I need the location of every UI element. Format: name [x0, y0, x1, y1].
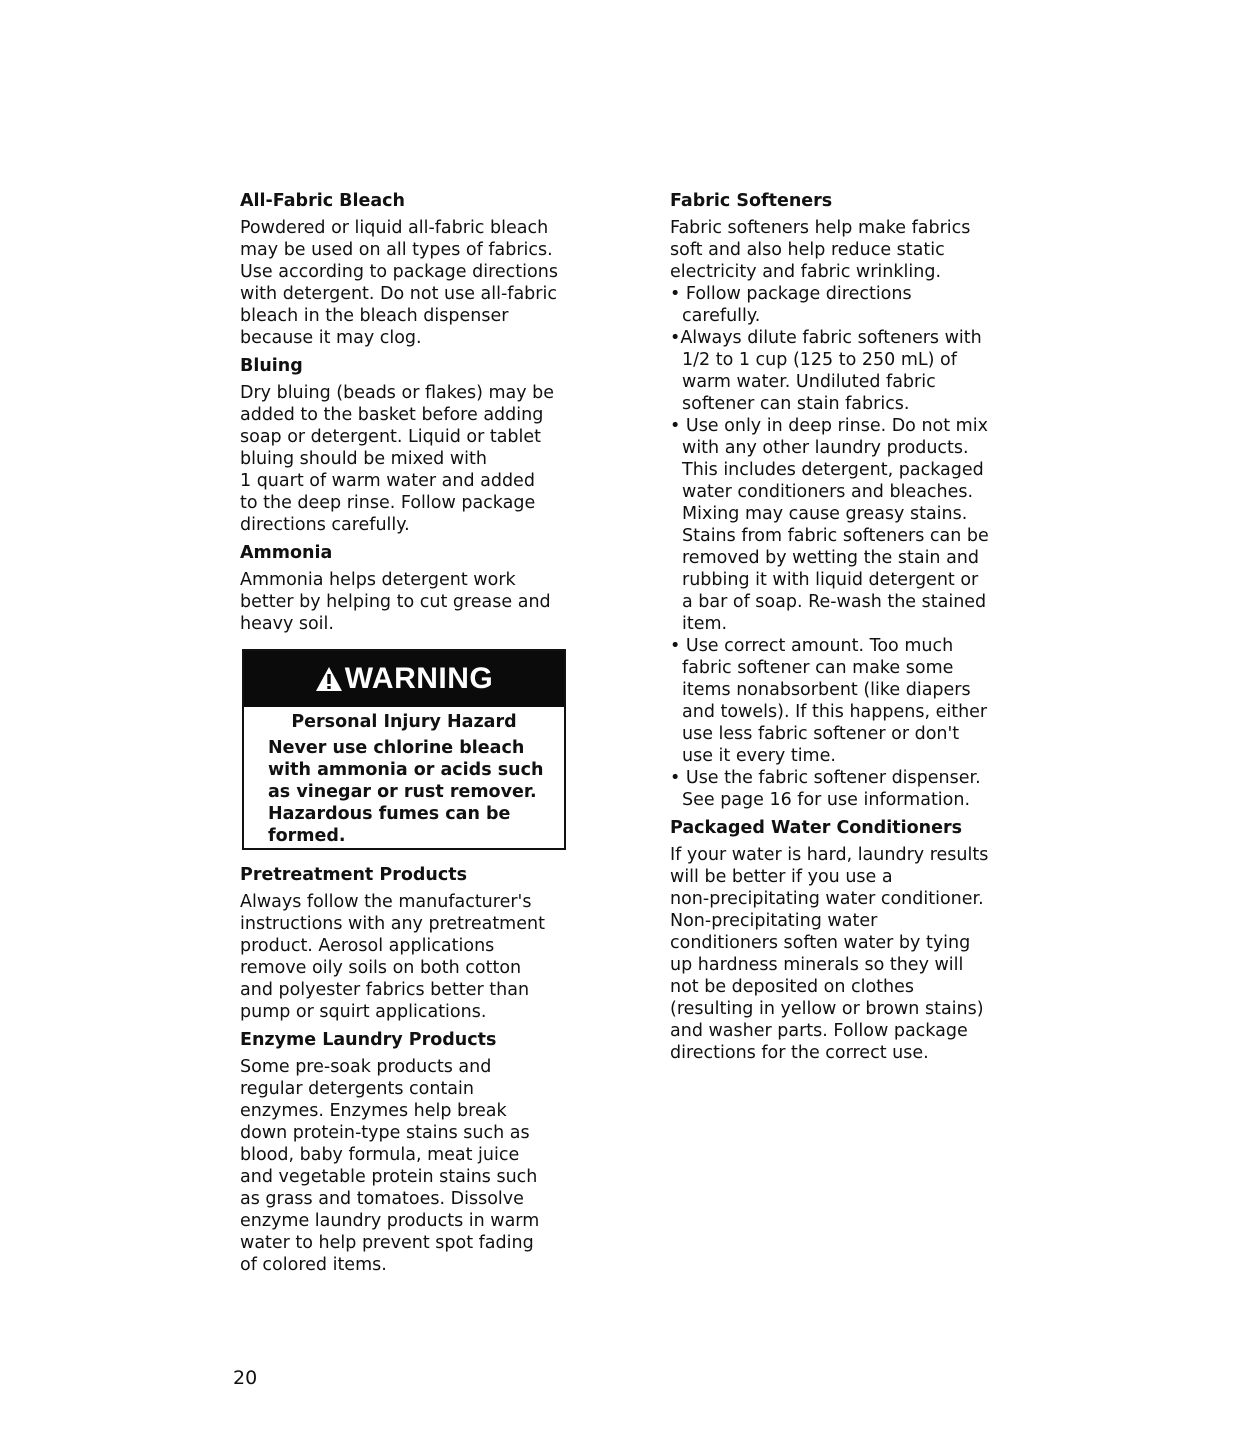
list-item: • Use correct amount. Too much fabric softener can make some items nonabsorbent (like diapers and towels). If this happens, either use less fabric softener or don't use it every time. [670, 636, 988, 766]
warning-header [244, 651, 564, 707]
warning-triangle-icon [315, 666, 343, 692]
list-item: • Follow package directions carefully. [670, 284, 912, 326]
ammonia-heading: Ammonia [240, 543, 333, 563]
left-column-bottom [240, 864, 575, 1276]
pretreatment-heading: Pretreatment Products [240, 865, 468, 885]
right-column [670, 190, 1000, 1064]
warning-hazard-title: Personal Injury Hazard [291, 712, 517, 732]
list-item: • Use the fabric softener dispenser. See page 16 for use information. [670, 768, 981, 810]
left-column-top [240, 190, 575, 635]
bluing-heading: Bluing [240, 356, 303, 376]
water-conditioners-text: If your water is hard, laundry results will be better if you use a non-precipitating water conditioner. Non-precipitating water conditioners soften water by tying up hardness minerals so they will not be deposited on clothes (resulting in yellow or brown stains) and washer parts. Follow package directions for the correct use. [670, 845, 989, 1063]
warning-text: Never use chlorine bleach with ammonia or acids such as vinegar or rust remover. Hazardous fumes can be formed. [268, 738, 544, 846]
all-fabric-bleach-text: Powdered or liquid all-fabric bleach may be used on all types of fabrics. Use according to package directions with detergent. Do not use all-fabric bleach in the bleach dispenser because it may clog. [240, 218, 558, 348]
pretreatment-text: Always follow the manufacturer's instructions with any pretreatment product. Aerosol applications remove oily soils on both cotton and polyester fabrics better than pump or squirt applications. [240, 892, 545, 1022]
fabric-softeners-heading: Fabric Softeners [670, 191, 833, 211]
enzyme-text: Some pre-soak products and regular detergents contain enzymes. Enzymes help break down protein-type stains such as blood, baby formula, meat juice and vegetable protein stains such as grass and tomatoes. Dissolve enzyme laundry products in warm water to help prevent spot fading of colored items. [240, 1057, 540, 1275]
page-number: 20 [233, 1367, 258, 1389]
warning-signal-word: WARNING [344, 662, 494, 695]
bluing-text: Dry bluing (beads or flakes) may be added to the basket before adding soap or detergent. Liquid or tablet bluing should be mixed with 1 quart of warm water and added to the deep rinse. Follow package directions carefully. [240, 383, 555, 535]
list-item: • Use only in deep rinse. Do not mix with any other laundry products. This includes detergent, packaged water conditioners and bleaches. Mixing may cause greasy stains. Stains from fabric softeners can be removed by wetting the stain and rubbing it with liquid detergent or a bar of soap. Re-wash the stained item. [670, 416, 989, 634]
enzyme-heading: Enzyme Laundry Products [240, 1030, 497, 1050]
fabric-softeners-text: Fabric softeners help make fabrics soft and also help reduce static electricity and fabric wrinkling. [670, 218, 971, 282]
warning-box [242, 649, 566, 850]
ammonia-text: Ammonia helps detergent work better by helping to cut grease and heavy soil. [240, 570, 551, 634]
all-fabric-bleach-heading: All-Fabric Bleach [240, 191, 406, 211]
water-conditioners-heading: Packaged Water Conditioners [670, 818, 963, 838]
list-item: •Always dilute fabric softeners with 1/2 to 1 cup (125 to 250 mL) of warm water. Undiluted fabric softener can stain fabrics. [670, 328, 982, 414]
